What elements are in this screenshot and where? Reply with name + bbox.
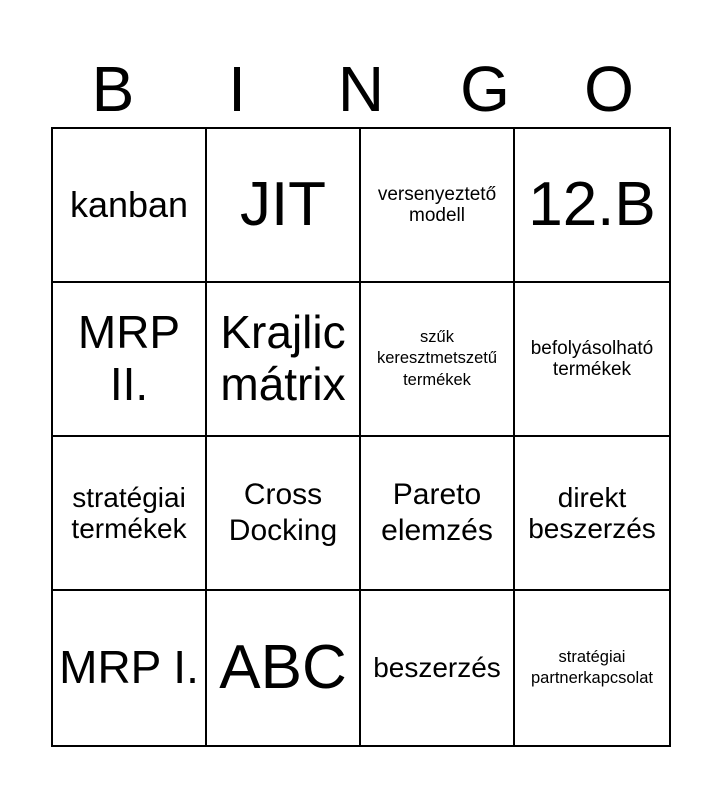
cell-label: Krajlic mátrix (220, 306, 346, 410)
cell-label: stratégiai termékek (71, 481, 187, 544)
bingo-cell[interactable] (361, 437, 515, 591)
header-letter-b: B (91, 53, 135, 125)
cell-label: szűk keresztmetszetű termékek (376, 327, 498, 389)
cell-label: MRP II. (77, 306, 181, 410)
bingo-cell[interactable] (53, 437, 207, 591)
cell-label: befolyásolható termékek (530, 337, 654, 380)
bingo-cell[interactable] (361, 591, 515, 745)
header-letter-i: I (228, 53, 246, 125)
cell-label: Cross Docking (228, 478, 338, 547)
cell-label: Pareto elemzés (381, 478, 493, 547)
bingo-cell[interactable] (53, 591, 207, 745)
header-letter-g: G (460, 53, 510, 125)
bingo-header (51, 50, 671, 128)
bingo-cell[interactable] (207, 437, 361, 591)
cell-label: MRP I. (59, 641, 199, 694)
bingo-grid (51, 127, 671, 747)
bingo-cell[interactable] (207, 283, 361, 437)
cell-label: beszerzés (373, 652, 501, 684)
bingo-cell[interactable] (207, 591, 361, 745)
bingo-cell[interactable] (53, 129, 207, 283)
cell-label: versenyeztető modell (377, 183, 497, 226)
bingo-cell[interactable] (515, 283, 669, 437)
bingo-cell[interactable] (515, 129, 669, 283)
bingo-cell[interactable] (515, 591, 669, 745)
cell-label: 12.B (528, 170, 656, 240)
bingo-cell[interactable] (207, 129, 361, 283)
header-letter-n: N (337, 53, 385, 125)
cell-label: kanban (69, 184, 189, 226)
bingo-cell[interactable] (361, 283, 515, 437)
bingo-cell[interactable] (53, 283, 207, 437)
header-letter-o: O (584, 53, 634, 125)
bingo-cell[interactable] (361, 129, 515, 283)
cell-label: JIT (239, 170, 327, 240)
cell-label: ABC (219, 633, 347, 703)
cell-label: direkt beszerzés (528, 481, 656, 544)
bingo-cell[interactable] (515, 437, 669, 591)
cell-label: stratégiai partnerkapcsolat (531, 647, 653, 687)
